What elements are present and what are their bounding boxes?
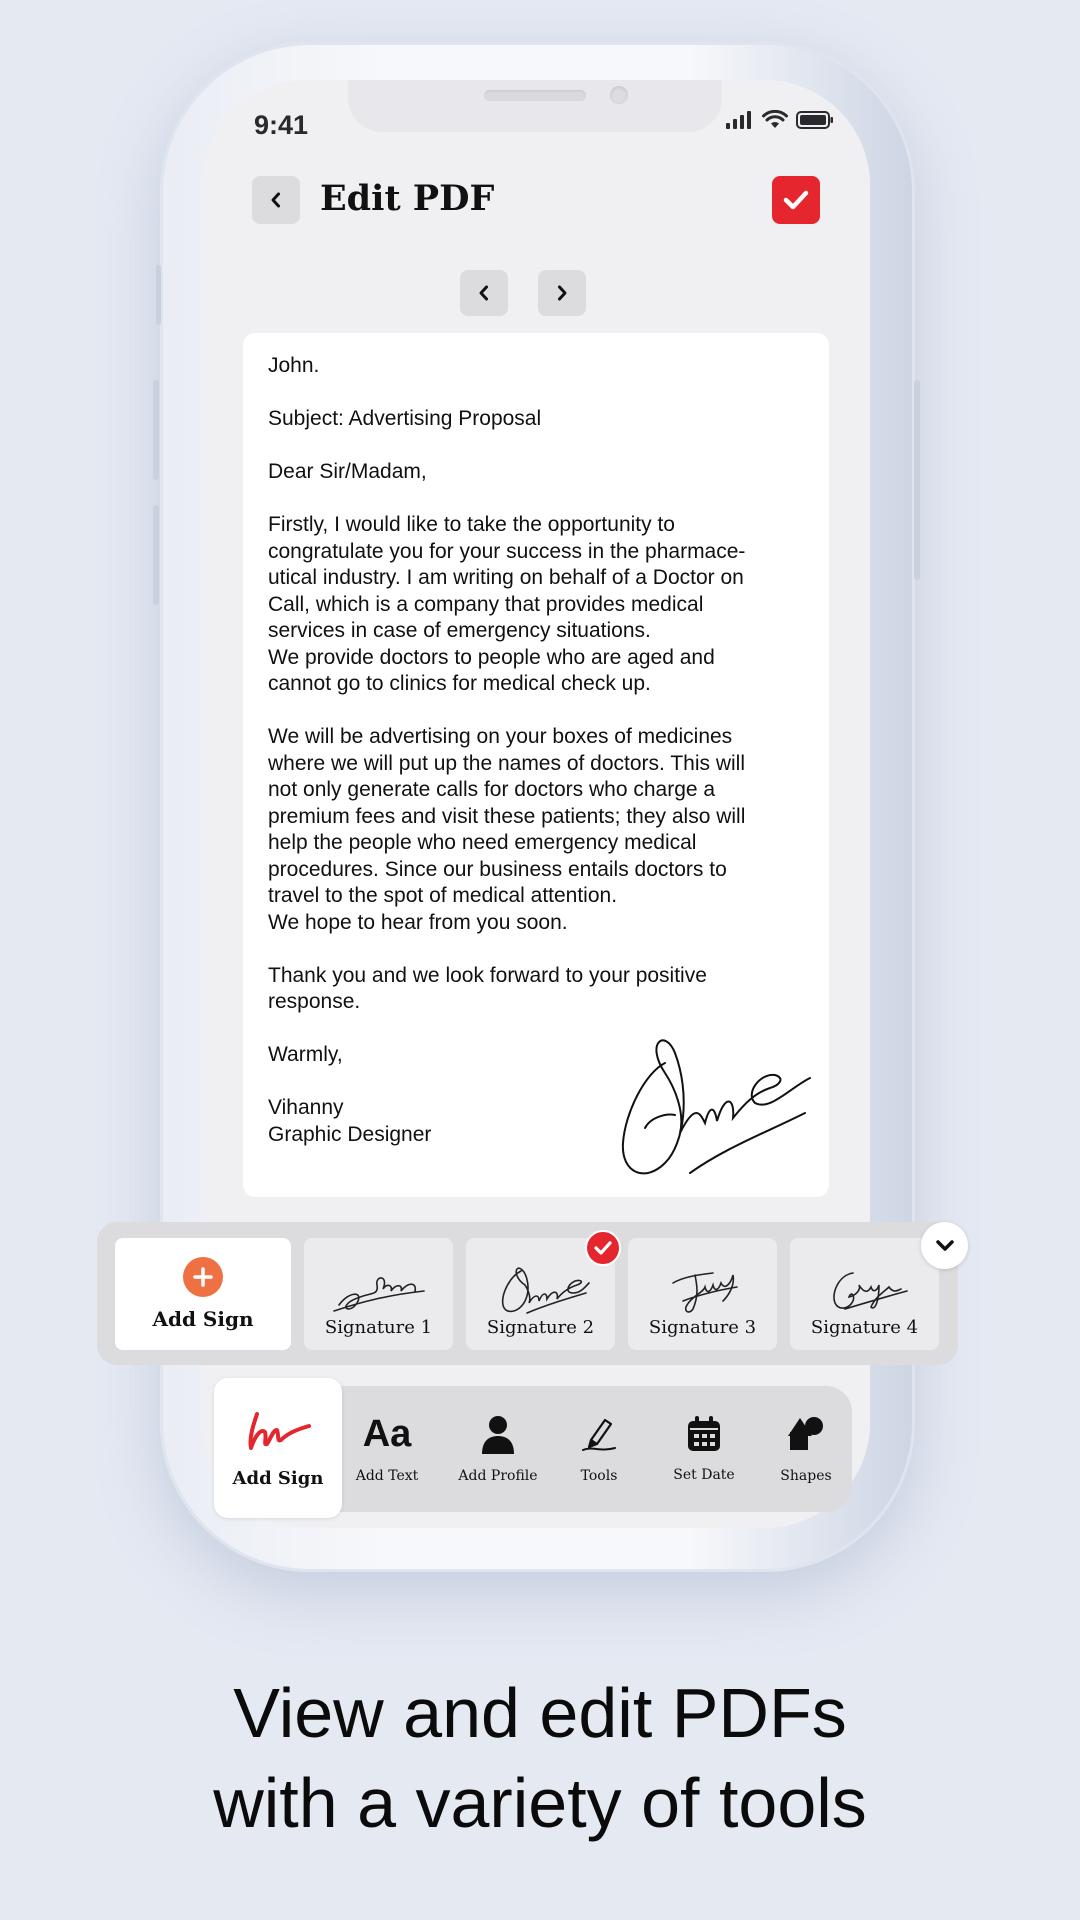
collapse-tray-button[interactable] (921, 1222, 968, 1269)
doc-paragraph: We will be advertising on your boxes of medicines where we will put up the names of doctors. This will not only generate calls for doctors who charge a premium fees and visit these patients; they also will help the people who need emergency medical procedures. Since our business entails doctors to travel to the spot of medical attention. We hope to hear from you soon. (268, 725, 746, 934)
tools-tool[interactable] (554, 1386, 644, 1512)
check-icon (782, 188, 810, 212)
signature-option-label: Signature 4 (810, 1317, 919, 1338)
signature-thumbnail (491, 1261, 591, 1317)
placed-signature[interactable] (605, 1033, 815, 1183)
speaker (484, 90, 586, 101)
status-time: 9:41 (254, 110, 309, 140)
signal-icon (726, 111, 754, 129)
tool-label: Add Text (355, 1468, 419, 1484)
shapes-tool[interactable] (764, 1386, 848, 1512)
text-icon: Aa (362, 1413, 412, 1455)
doc-paragraph: Firstly, I would like to take the opportunity to congratulate you for your success in the pharmace- utical industry. I am writing on behalf of a Doctor on Call, which is a company that provides medical services in case of emergency situations. We provide doctors to people who are aged and cannot go to clinics for medical check up. (268, 513, 746, 695)
chevron-right-icon (555, 284, 569, 302)
battery-icon (796, 111, 834, 129)
notch (348, 80, 722, 132)
doc-subject: Subject: Advertising Proposal (268, 407, 542, 430)
doc-paragraph: Thank you and we look forward to your positive response. (268, 963, 707, 1013)
tool-label: Shapes (780, 1468, 832, 1484)
signature-thumbnail (653, 1261, 753, 1317)
profile-icon (480, 1414, 516, 1454)
phone-side-button (153, 380, 159, 480)
tool-label: Add Profile (458, 1468, 538, 1484)
set-date-tool[interactable] (654, 1386, 754, 1512)
next-page-button[interactable] (538, 270, 586, 316)
signature-option-2[interactable] (466, 1238, 615, 1350)
back-button[interactable] (252, 176, 300, 224)
signature-option-3[interactable] (628, 1238, 777, 1350)
doc-signer-name: Vihanny (268, 1096, 344, 1119)
camera (610, 86, 628, 104)
pdf-document[interactable] (243, 333, 829, 1197)
doc-greeting: Dear Sir/Madam, (268, 460, 427, 483)
add-text-tool[interactable] (342, 1386, 432, 1512)
page-title: Edit PDF (320, 178, 495, 219)
tool-label: Tools (580, 1468, 618, 1484)
previous-page-button[interactable] (460, 270, 508, 316)
add-signature-button[interactable] (115, 1238, 291, 1350)
plus-icon (183, 1257, 223, 1297)
chevron-left-icon (269, 191, 283, 209)
add-sign-tool[interactable] (214, 1378, 342, 1518)
tool-label: Set Date (673, 1467, 735, 1483)
caption-line-1: View and edit PDFs (233, 1674, 847, 1752)
calendar-icon (686, 1415, 722, 1453)
signature-option-1[interactable] (304, 1238, 453, 1350)
signature-option-label: Signature 3 (648, 1317, 757, 1338)
signature-thumbnail (815, 1261, 915, 1317)
wifi-icon (762, 110, 788, 130)
chevron-left-icon (477, 284, 491, 302)
status-icons (726, 110, 834, 130)
signature-thumbnail (329, 1261, 429, 1317)
pen-icon (579, 1414, 619, 1454)
doc-signer-title: Graphic Designer (268, 1122, 432, 1146)
phone-side-button (156, 265, 161, 325)
marketing-caption (0, 1668, 1080, 1848)
add-profile-tool[interactable] (442, 1386, 554, 1512)
phone-side-button (153, 505, 159, 605)
signature-option-4[interactable] (790, 1238, 939, 1350)
confirm-button[interactable] (772, 176, 820, 224)
shapes-icon (786, 1414, 826, 1454)
caption-line-2: with a variety of tools (213, 1764, 867, 1842)
signature-tray (97, 1222, 958, 1365)
signature-option-label: Signature 1 (324, 1317, 433, 1338)
tool-label: Add Sign (232, 1467, 324, 1489)
doc-closing: Warmly, (268, 1043, 343, 1066)
chevron-down-icon (934, 1238, 956, 1254)
phone-side-button (914, 380, 920, 580)
doc-salutation-name: John. (268, 354, 320, 377)
add-signature-label: Add Sign (152, 1307, 254, 1331)
selected-check-icon (585, 1230, 621, 1266)
signature-icon (243, 1408, 313, 1454)
signature-option-label: Signature 2 (486, 1317, 595, 1338)
